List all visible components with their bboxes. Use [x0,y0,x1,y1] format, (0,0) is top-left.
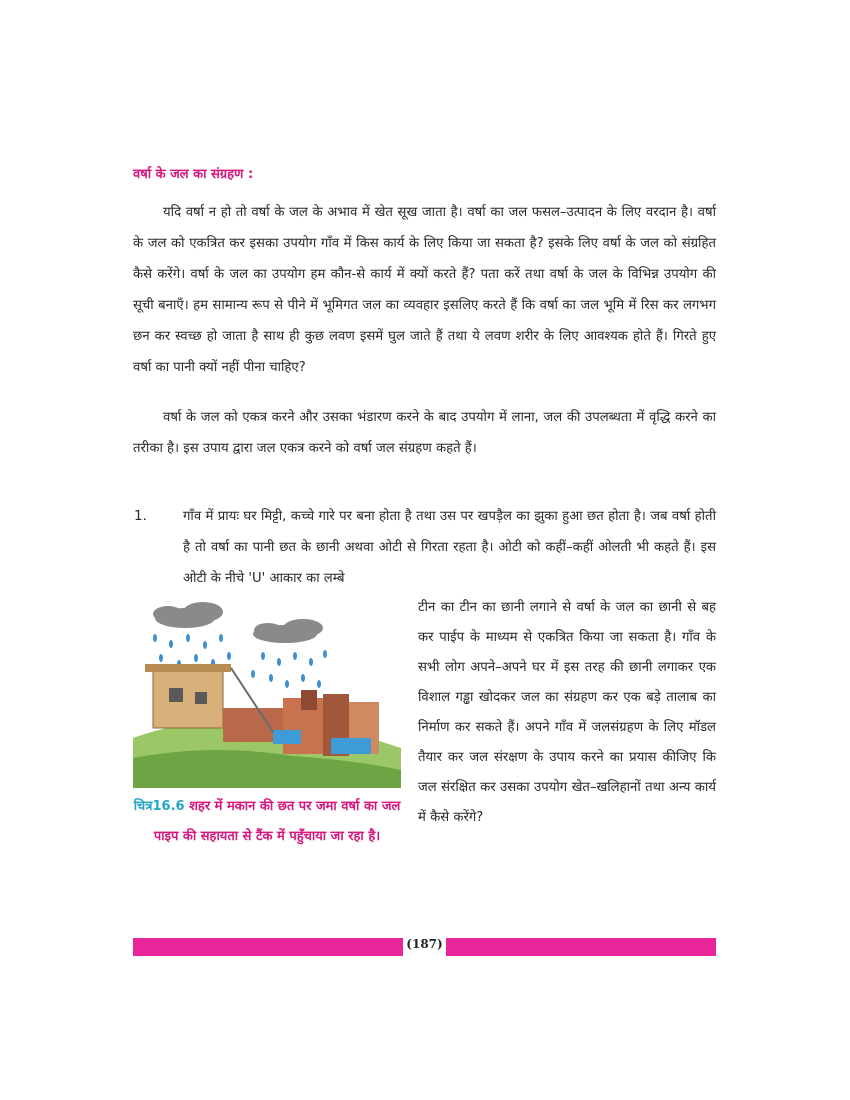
figure-caption [133,792,401,852]
cloud-left [153,602,223,628]
figure-caption-text: शहर में मकान की छत पर जमा वर्षा का जल पाइप की सहायता से टैंक में पहुँचाया जा रहा है। [153,799,401,844]
list-item-text: गाँव में प्रायः घर मिट्टी, कच्चे गारे पर बना होता है तथा उस पर खपड़ैल का झुका हुआ छत होता है। जब वर्षा होती है तो वर्षा का पानी छत के छानी अथवा ओटी से गिरता रहता है। ओटी को कहीं–कहीं ओलती भी कहते हैं। इस ओटी के नीचे 'U' आकार का लम्बे [183,509,716,586]
footer-bar-right [446,938,716,956]
list-item-number: 1. [134,508,147,524]
section-heading: वर्षा के जल का संग्रहण : [133,167,254,182]
cloud-right [253,619,323,643]
list-item-text-continued: टीन का टीन का छानी लगाने से वर्षा के जल का छानी से बह कर पाईप के माध्यम से एकत्रित किया जा सकता है। गाँव के सभी लोग अपने–अपने घर में इस तरह की छानी लगाकर एक विशाल गड्ढा खोदकर जल का संग्रहण कर एक बड़े तालाब का निर्माण कर सकते हैं। अपने गाँव में जलसंग्रहण के लिए मॉडल तैयार कर जल संरक्षण के उपाय करने का प्रयास कीजिए कि जल संरक्षित कर उसका उपयोग खेत–खलिहानों तथा अन्य कार्य में कैसे करेंगे? [418,600,716,825]
house [145,664,231,728]
figure-number: चित्र16.6 [133,799,185,814]
footer-bar-left [133,938,403,956]
paragraph-1: यदि वर्षा न हो तो वर्षा के जल के अभाव में खेत सूख जाता है। वर्षा का जल फसल–उत्पादन के लिए वरदान है। वर्षा के जल को एकत्रित कर इसका उपयोग गाँव में किस कार्य के लिए किया जा सकता है? इसके लिए वर्षा के जल को संग्रहित कैसे करेंगे। वर्षा के जल का उपयोग हम कौन-से कार्य में क्यों करते हैं? पता करें तथा वर्षा के जल के विभिन्न उपयोग की सूची बनाएँ। हम सामान्य रूप से पीने में भूमिगत जल का व्यवहार इसलिए करते हैं कि वर्षा का जल भूमि में रिस कर लगभग छन कर स्वच्छ हो जाता है साथ ही कुछ लवण इसमें घुल जाते हैं तथा ये लवण शरीर के लिए आवश्यक होते हैं। गिरते हुए वर्षा का पानी क्यों नहीं पीना चाहिए? [133,205,716,375]
page-number: (187) [406,937,443,951]
rainwater-harvesting-illustration [133,598,401,788]
paragraph-2: वर्षा के जल को एकत्र करने और उसका भंडारण करने के बाद उपयोग में लाना, जल की उपलब्धता में वृद्धि करने का तरीका है। इस उपाय द्वारा जल एकत्र करने को वर्षा जल संग्रहण कहते हैं। [133,410,716,456]
